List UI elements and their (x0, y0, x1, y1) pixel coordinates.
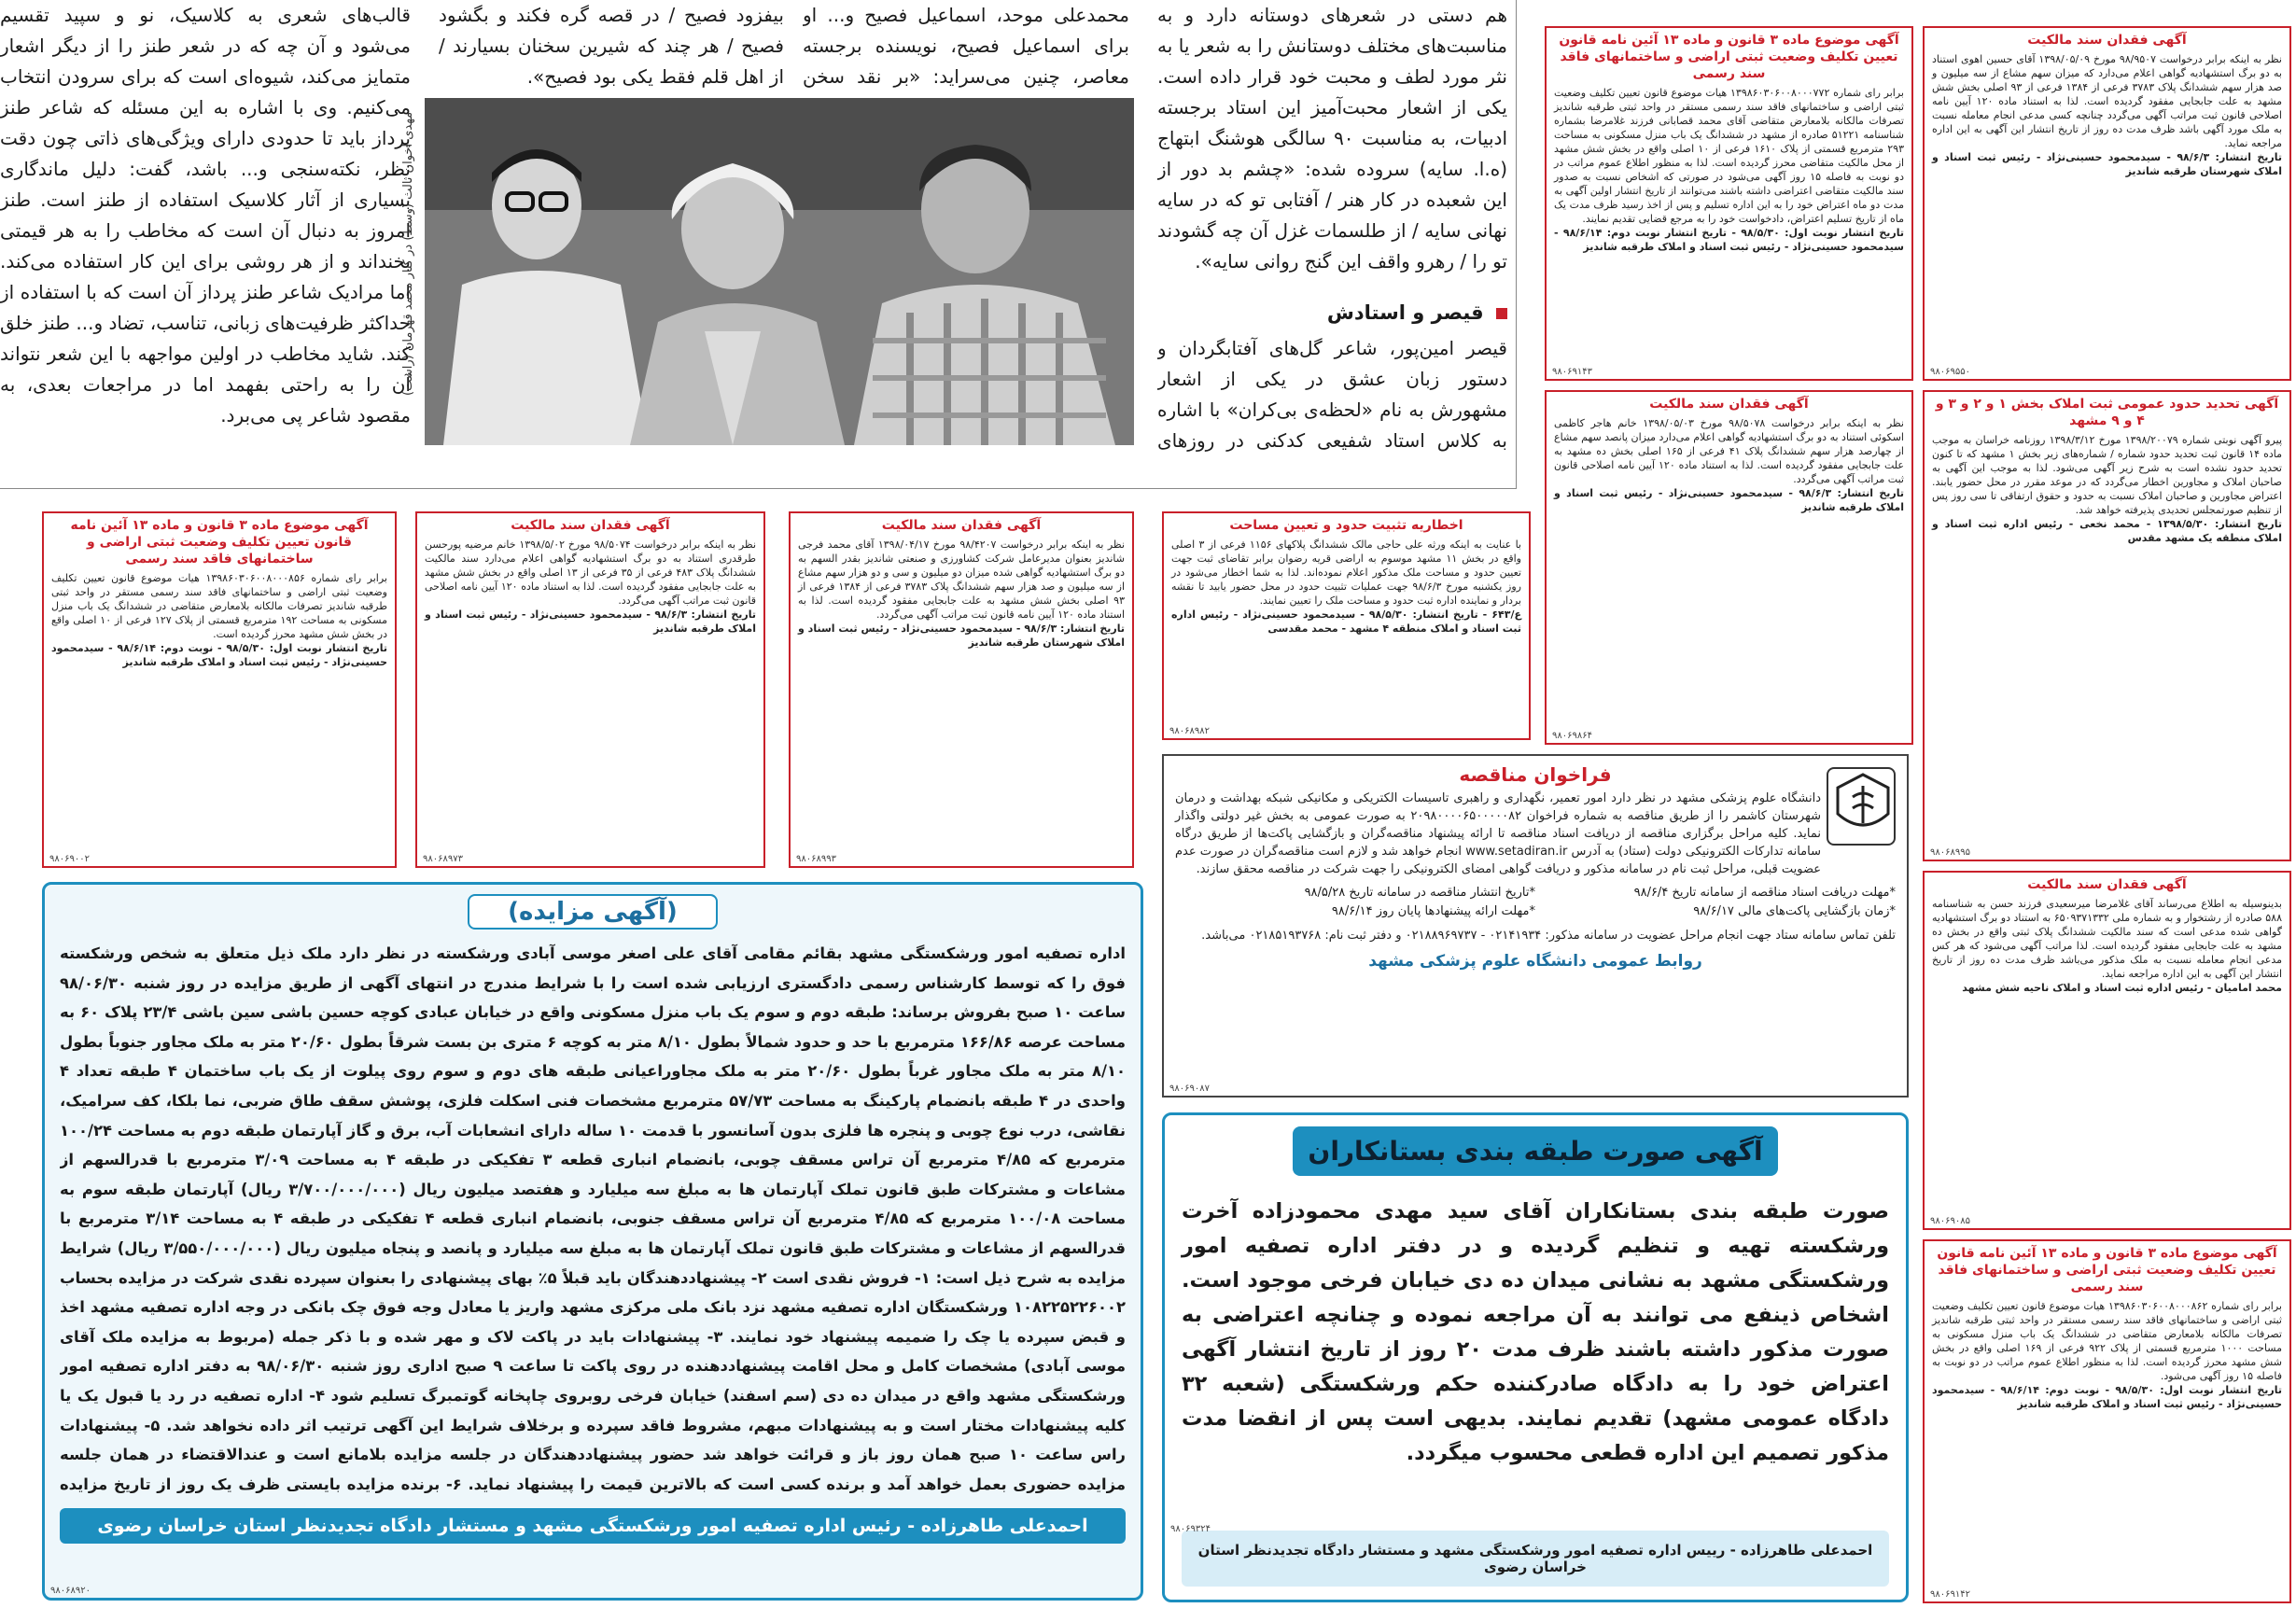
article-column-1: قالب‌های شعری به کلاسیک، نو و سپید تقسیم می‌شود و آن چه که در شعر طنز را از دیگر اشعار متمایز می‌کند، شیوه‌ای است که برای سرودن انتخاب می‌کنیم. وی با اشاره به این مسئله که شاعر طنز پرداز باید تا حدودی دارای ویژگی‌های ذاتی چون دقت نظر، نکته‌سنجی و... باشد، گفت: دلیل ماندگاری بسیاری از آثار کلاسیک استفاده از طنز است. طنز امروز به دنبال آن است که مخاطب را به هر قیمتی بخنداند و از هر روشی برای این کار استفاده می‌کند. اما مرادیک شاعر طنز پرداز آن است که با استفاده از حداکثر ظرفیت‌های زبانی، تناسب، تضاد و... طنز خلق کند. شاید مخاطب در اولین مواجهه با این شعر نتواند آن را به راحتی بفهمد اما در مراجعات بعدی، به مقصود شاعر پی می‌برد. (0, 4, 411, 426)
notice-lost-deed-2 (1545, 390, 1913, 745)
auction-title-banner (468, 894, 718, 930)
notice-title: آگهی تحدید حدود عمومی ثبت املاک بخش ۱ و ۲ و ۳ و ۴ و ۹ مشهد (1935, 397, 2279, 428)
notice-body: برابر رای شماره ۱۳۹۸۶۰۳۰۶۰۰۸۰۰۰۸۵۶ هیات موضوع قانون تعیین تکلیف وضعیت ثبتی اراضی و ساختمانهای فاقد سند رسمی مستقر در واحد ثبتی طرقبه شاندیز تصرفات مالکانه بلامعارض متقاضی در ششدانگ یک باب منزل مسکونی به مساحت ۱۹۲ مترمربع قسمتی از پلاک ۱۲۷ فرعی از ۱۰ اصلی واقع در بخش شش مشهد محرز گردیده است. (51, 572, 387, 640)
auction-notice (42, 882, 1143, 1601)
notice-footer: تاریخ انتشار: ۹۸/۶/۳ - سیدمحمود حسینی‌نژاد - رئیس ثبت اسناد و املاک شهرستان طرقبه شاندیز (798, 622, 1125, 649)
notice-footer: محمد امامیان - رئیس اداره ثبت اسناد و املاک ناحیه شش مشهد (1962, 982, 2282, 994)
notice-code: ۹۸۰۶۸۹۷۳ (423, 854, 463, 864)
creditors-signature: احمدعلی طاهرزاده - رییس اداره تصفیه امور ورشکستگی مشهد و مستشار دادگاه تجدیدنظر استان خراسان رضوی (1182, 1531, 1889, 1587)
notice-body: برابر رای شماره ۱۳۹۸۶۰۳۰۶۰۰۸۰۰۰۷۷۲ هیات موضوع قانون تعیین تکلیف وضعیت ثبتی اراضی و ساختمانهای فاقد سند رسمی مستقر در واحد ثبتی طرقبه شاندیز تصرفات مالکانه بلامعارض متقاضی آقای محمد قصابانی فرزند غلامرضا بشماره شناسنامه ۵۱۲۲۱ صادره از مشهد در ششدانگ یک باب منزل مسکونی به مساحت ۲۹۳ مترمربع قسمتی از پلاک ۱۶۱۰ فرعی از ۱۰ اصلی واقع در بخش شش مشهد از محل مالکیت متقاضی محرز گردیده است. لذا به منظور اطلاع عموم مراتب در دو نوبت به فاصله ۱۵ روز آگهی می‌شود در صورتی که اشخاص نسبت به صدور سند مالکیت متقاضی اعتراضی داشته باشند می‌توانند از تاریخ انتشار اولین آگهی به مدت دو ماه اعتراض خود را به این اداره تسلیم و پس از اخذ رسید ظرف مدت یک ماه از تاریخ تسلیم اعتراض، دادخواست خود را به مرجع قضایی تقدیم نمایند. (1554, 87, 1904, 225)
notice-boundary-1 (1923, 390, 2291, 861)
auction-title: (آگهی مزایده) (508, 898, 678, 926)
auction-code: ۹۸۰۶۸۹۲۰ (50, 1586, 91, 1596)
creditors-title-banner (1293, 1126, 1778, 1176)
notice-title: آگهی فقدان سند مالکیت (511, 518, 670, 533)
tender-title: فراخوان مناقصه (1459, 763, 1612, 786)
tender-contact: تلفن تماس سامانه ستاد جهت انجام مراحل عضویت در سامانه مذکور: ۰۲۱۴۱۹۳۴ - ۰۲۱۸۸۹۶۹۷۳۷ و دفتر ثبت نام: ۰۲۱۸۵۱۹۳۷۶۸ می‌باشد. (1201, 929, 1896, 943)
photo-caption: مهدی اخوان ثالث (وسط) در کنار محمد قهرمان (راست) (401, 112, 415, 397)
notice-footer: تاریخ انتشار نوبت اول: ۹۸/۵/۳۰ - تاریخ انتشار نوبت دوم: ۹۸/۶/۱۴ - سیدمحمود حسینی‌نژاد - رئیس ثبت اسناد و املاک طرقبه شاندیز (1554, 227, 1904, 253)
creditors-code: ۹۸۰۶۹۳۲۴ (1170, 1524, 1211, 1534)
notice-body: با عنایت به اینکه ورثه علی حاجی مالک ششدانگ پلاکهای ۱۱۵۶ فرعی از ۳ اصلی واقع در بخش ۱۱ مشهد موسوم به اراضی قریه رضوان برابر تقاضای ثبت جهت تعیین حدود و مساحت ملک مذکور اعلام نموده‌اند. لذا به شما اخطار می‌شود در روز یکشنبه مورخ ۹۸/۶/۳ جهت عملیات تثبیت حدود در محل حضور یابید تا نقشه بردار و نماینده اداره ثبت حدود و مساحت ملک را تعیین نمایند. (1171, 538, 1521, 607)
tender-item: *مهلت دریافت اسناد مناقصه از سامانه تاریخ ۹۸/۶/۴ (1633, 886, 1896, 900)
notice-lost-deed-1 (1923, 26, 2291, 381)
notice-registration-3 (42, 511, 397, 868)
notice-title: آگهی فقدان سند مالکیت (1649, 397, 1809, 412)
notice-footer: تاریخ انتشار: ۹۸/۶/۳ - سیدمحمود حسینی‌نژاد - رئیس ثبت اسناد و املاک طرقبه شاندیز (425, 608, 756, 635)
notice-registration-2 (1923, 1239, 2291, 1603)
notice-registration-1 (1545, 26, 1913, 381)
notice-code: ۹۸۰۶۸۹۹۳ (796, 854, 836, 864)
creditors-body: صورت طبقه بندی بستانکاران آقای سید مهدی محمودزاده آخرت ورشکسته تهیه و تنظیم گردیده و در دفتر اداره تصفیه امور ورشکستگی مشهد به نشانی میدان ده دی خیابان فرخی موجود است. اشخاص ذینفع می توانند به آن مراجعه نموده و چنانچه اعتراضی به صورت مذکور داشته باشند ظرف مدت ۲۰ روز از تاریخ انتشار آگهی اعتراض خود را به دادگاه صادرکننده حکم ورشکستگی (شعبه ۳۲ دادگاه عمومی مشهد) تقدیم نمایند. بدیهی است پس از انقضا مدت مذکور تصمیم این اداره قطعی محسوب میگردد. (1182, 1199, 1890, 1465)
notice-code: ۹۸۰۶۹۸۶۴ (1552, 731, 1592, 741)
notice-title: آگهی موضوع ماده ۳ قانون و ماده ۱۳ آئین نامه قانون تعیین تکلیف وضعیت ثبتی اراضی و ساختمانهای فاقد سند رسمی (1559, 33, 1899, 81)
article-column-2: بیفزود فصیح / در قصه گره فکند و بگشود فصیح / هر چند که شیرین سخنان بسیارند / از اهل قلم فقط یکی بود فصیح». (439, 4, 784, 88)
notice-lost-deed-4 (789, 511, 1134, 868)
notice-footer: تاریخ انتشار: ۱۳۹۸/۵/۳۰ - محمد نخعی - رئیس اداره ثبت اسناد و املاک منطقه یک مشهد مقدس (1932, 518, 2282, 544)
article-column-3: محمدعلی موحد، اسماعیل فصیح و... او برای اسماعیل فصیح، نویسنده برجسته معاصر، چنین می‌سراید: «بر نقد سخن (803, 4, 1129, 88)
notice-footer: تاریخ انتشار نوبت اول: ۹۸/۵/۳۰ - نوبت دوم: ۹۸/۶/۱۴ - سیدمحمود حسینی‌نژاد - رئیس ثبت اسناد و املاک طرقبه شاندیز (1932, 1384, 2282, 1410)
notice-body: نظر به اینکه برابر درخواست ۹۸/۹۵۰۷ مورخ ۱۳۹۸/۰۵/۰۹ آقای حسین اهوی استناد به دو برگ استشهادیه گواهی اعلام می‌دارد که میزان سهم مشاع از سه میلیون و صد هزار سهم ششدانگ پلاک ۳۷۸۳ فرعی از ۱۳۸۴ فرعی از ۹۳ اصلی بخش شش مشهد به علت جابجایی مفقود گردیده است. لذا به استناد ماده ۱۲۰ آیین نامه اصلاحی قانون ثبت مراتب آگهی می‌گردد چنانچه کسی مدعی انجام معامله نسبت به ملک مورد آگهی باشد ظرف مدت ده روز از تاریخ انتشار این آگهی به این اداره مراجعه نماید. (1932, 53, 2283, 149)
tender-item: *تاریخ انتشار مناقصه در سامانه تاریخ ۹۸/۵/۲۸ (1304, 886, 1535, 900)
auction-signature: احمدعلی طاهرزاده - رئیس اداره تصفیه امور ورشکستگی مشهد و مستشار دادگاه تجدیدنظر استان خراسان رضوی (60, 1508, 1126, 1544)
notice-footer: ع/۶۴۳ - تاریخ انتشار: ۹۸/۵/۳۰ - سیدمحمود حسینی‌نژاد - رئیس اداره ثبت اسناد و املاک منطقه ۴ مشهد - محمد مقدسی (1171, 608, 1521, 635)
tender-notice (1162, 754, 1909, 1098)
notice-code: ۹۸۰۶۹۱۴۲ (1930, 1589, 1970, 1600)
notice-title: آگهی فقدان سند مالکیت (881, 518, 1042, 533)
article-column-4: هم دستی در شعرهای دوستانه دارد و به مناسبت‌های مختلف دوستانش را به شعر یا به نثر مورد لطف و محبت خود قرار داده است. یکی از اشعار محبت‌آمیز این استاد برجسته ادبیات، به مناسبت ۹۰ سالگی هوشنگ ابتهاج (ه.ا. سایه) سروده شده: «چشم بد دور از این شعبده در کار هنر / آفتابی تو که در سایه نهانی سایه / از طلسمات غزل آن چه گشودند تو را / رهرو واقف این گنج روانی سایه». (1157, 4, 1507, 273)
notice-body: بدینوسیله به اطلاع می‌رساند آقای غلامرضا میرسعیدی فرزند حسن به شناسنامه ۵۸۸ صادره از رشتخوار و به شماره ملی ۶۵۰۹۳۷۱۳۳۲ به استناد دو برگ استشهادیه گواهی شده مدعی است که سند مالکیت ششدانگ پلاک ثبتی واقع در بخش ده مشهد به علت جابجایی مفقود گردیده است. لذا مراتب آگهی می‌شود که هر کس مدعی انجام معامله نسبت به ملک مذکور می‌باشد ظرف مدت ده روز از تاریخ انتشار این آگهی به این اداره مراجعه نماید. (1932, 898, 2282, 980)
notice-footer: تاریخ انتشار: ۹۸/۶/۳ - سیدمحمود حسینی‌نژاد - رئیس ثبت اسناد و املاک طرقبه شاندیز (1554, 487, 1904, 513)
notice-body: برابر رای شماره ۱۳۹۸۶۰۳۰۶۰۰۸۰۰۰۸۶۲ هیات موضوع قانون تعیین تکلیف وضعیت ثبتی اراضی و ساختمانهای فاقد سند رسمی مستقر در واحد ثبتی طرقبه شاندیز تصرفات مالکانه بلامعارض متقاضی در ششدانگ یک باب منزل مسکونی به مساحت ۱۰۰۰ مترمربع قسمتی از پلاک ۹۲۲ فرعی از ۱۶۹ اصلی واقع در بخش شش مشهد محرز گردیده است. لذا به منظور اطلاع عموم مراتب در دو نوبت به فاصله ۱۵ روز آگهی می‌شود. (1932, 1300, 2282, 1382)
notice-title: آگهی فقدان سند مالکیت (2027, 877, 2187, 892)
notice-title: آگهی موضوع ماده ۳ قانون و ماده ۱۳ آئین نامه قانون تعیین تکلیف وضعیت ثبتی اراضی و ساختمانهای فاقد سند رسمی (70, 518, 369, 566)
tender-body: دانشگاه علوم پزشکی مشهد در نظر دارد امور تعمیر، نگهداری و راهبری تاسیسات الکتریکی و مکانیکی شبکه بهداشت و درمان شهرستان کاشمر را از طریق مناقصه به شماره فراخوان ۲۰۹۸۰۰۰۰۶۵۰۰۰۰۰۸۲ به صورت عمومی به بخش غیر دولتی واگذار نماید. کلیه مراحل برگزاری مناقصه از دریافت اسناد مناقصه تا ارائه پیشنهاد مناقصه‌گران و بازگشایی پاکت‌ها از طریق درگاه سامانه تدارکات الکترونیکی دولت (ستاد) به آدرس www.setadiran.ir انجام خواهد شد و لازم است مناقصه‌گران در صورت عدم عضویت قبلی، مراحل ثبت نام در سامانه مذکور و دریافت گواهی امضای الکترونیکی را جهت شرکت در مناقصه محقق سازند. (1175, 791, 1821, 876)
creditors-title: آگهی صورت طبقه بندی بستانکاران (1308, 1136, 1763, 1167)
notice-title: اخطاریه تثبیت حدود و تعیین مساحت (1229, 518, 1463, 533)
university-emblem-icon (1827, 767, 1896, 846)
notice-body: نظر به اینکه برابر درخواست ۹۸/۴۲۰۷ مورخ ۱۳۹۸/۰۴/۱۷ آقای محمد فرجی شاندیز بعنوان مدیرعامل شرکت کشاورزی و صنعتی شاندیز بقدر السهم به دو برگ استشهادیه گواهی شده میزان دو میلیون و سی و دو هزار سهم مشاع از سه میلیون و صد هزار سهم ششدانگ پلاک ۳۷۸۳ فرعی از ۱۳۸۴ فرعی از ۹۳ اصلی بخش شش مشهد به علت جابجایی مفقود گردیده است. لذا به استناد ماده ۱۲۰ آیین نامه قانون ثبت مراتب آگهی می‌گردد. (798, 538, 1126, 621)
notice-code: ۹۸۰۶۸۹۸۲ (1169, 726, 1210, 736)
article-column-4-continued: قیصر امین‌پور، شاعر گل‌های آفتابگردان و دستور زبان عشق در یکی از اشعار مشهورش به نام «لحظه‌ی بی‌کران» با اشاره به کلاس استاد شفیعی کدکنی در روزهای (1157, 337, 1507, 452)
tender-signature: روابط عمومی دانشگاه علوم پزشکی مشهد (1368, 952, 1702, 971)
article-border (0, 0, 1517, 489)
auction-body: اداره تصفیه امور ورشکستگی مشهد بقائم مقامی آقای علی اصغر موسی آبادی ورشکسته در نظر دارد ملک ذیل متعلق به شخص ورشکسته فوق را که توسط کارشناس رسمی دادگستری ارزیابی شده است را با شرایط مندرج در انتهای آگهی از طریق مزایده در روز شنبه ۹۸/۰۶/۳۰ ساعت ۱۰ صبح بفروش برساند: طبقه دوم و سوم یک باب منزل مسکونی واقع در خیابان عبادی کوچه حسین باشی سین باشی ۲۳/۴ پلاک ۶۰ به مساحت عرصه ۱۶۶/۸۶ مترمربع با حد و حدود شمالاً بطول ۸/۱۰ متر به کوچه ۶ متری بن بست شرقاً بطول ۲۰/۶۰ متر به ملک مجاور جنوباً بطول ۸/۱۰ متر به ملک مجاور غرباً بطول ۲۰/۶۰ متر به ملک مجاوراعیانی طبقه های دوم و سوم روی پیلوت از یک باب ساختمان ۴ طبقه تعداد ۴ واحدی در ۴ طبقه بانضمام پارکینگ به مساحت ۵۷/۷۳ مترمربع مشخصات فنی اسکلت فلزی، پوشش سقف طاق ضربی، نما بلکا، کف سرامیک، نقاشی، درب نوع چوبی و پنجره ها فلزی بدون آسانسور با قدمت ۱۰ ساله دارای انشعابات آب، برق و گاز آپارتمان طبقه دوم به مساحت ۱۰۰/۲۴ مترمربع که ۴/۸۵ مترمربع آن تراس مسقف چوبی، بانضمام انباری قطعه ۳ تفکیکی در طبقه ۴ به مساحت ۳/۰۹ مترمربع با قدرالسهم از مشاعات و مشترکات طبق قانون تملک آپارتمان ها به مبلغ سه میلیارد و هفتصد میلیون ریال (۳/۷۰۰/۰۰۰/۰۰۰ ریال) آپارتمان طبقه سوم به مساحت ۱۰۰/۰۸ مترمربع که ۴/۸۵ مترمربع آن تراس مسقف جنوبی، بانضمام انباری قطعه ۴ تفکیکی در طبقه ۴ به مساحت ۳/۱۴ مترمربع با قدرالسهم از مشاعات و مشترکات طبق قانون تملک آپارتمان ها به مبلغ سه میلیارد و پانصد و پنجاه میلیون ریال (۳/۵۵۰/۰۰۰/۰۰۰ ریال) شرایط مزایده به شرح ذیل است: ۱- فروش نقدی است ۲- پیشنهاددهندگان باید قبلاً ۵٪ بهای پیشنهادی را بعنوان سپرده نقدی شرکت در مزایده بحساب ۱۰۸۲۲۵۲۲۶۰۰۲ ورشکستگان اداره تصفیه مشهد نزد بانک ملی مرکزی مشهد واریز یا معادل وجه فوق چک بانکی در وجه اداره تصفیه مشهد اخذ و قبض سپرده یا چک را ضمیمه پیشنهاد خود نمایند. ۳- پیشنهادات باید در پاکت لاک و مهر شده و با ذکر جمله (مربوط به مزایده ملک آقای موسی آبادی) مشخصات کامل و محل اقامت پیشنهاددهنده در روی پاکت تا ساعت ۹ صبح اداری روز شنبه ۹۸/۰۶/۳۰ به دفتر اداره تصفیه امور ورشکستگی مشهد واقع در میدان ده دی (سم اسفند) خیابان فرخی روبروی چاپخانه گوتمبرگ تسلیم شود ۴- اداره تصفیه در رد یا قبول یک یا کلیه پیشنهادات مختار است و به پیشنهادات مبهم، مشروط فاقد سپرده و برخلاف شرایط این آگهی ترتیب اثر داده نخواهد شد. ۵- پیشنهادات راس ساعت ۱۰ صبح همان روز باز و قرائت خواهد شد حضور پیشنهاددهندگان در جلسه مزایده بلامانع است و عندالاقتضاء در همان جلسه مزایده حضوری بعمل خواهد آمد و برنده کسی است که بالاترین قیمت را پیشنهاد نماید. ۶- برنده مزایده بایستی ظرف یک روز از تاریخ مزایده (60, 944, 1126, 1493)
notice-lost-deed-5 (415, 511, 765, 868)
notice-body: نظر به اینکه برابر درخواست ۹۸/۵۰۷۴ مورخ ۱۳۹۸/۵/۰۲ خانم مرضیه پورحسن طرقدری استناد به دو برگ استشهادیه گواهی اعلام می‌دارد سند مالکیت ششدانگ پلاک ۴۸۳ فرعی از ۳۵ فرعی از ۱۳ اصلی واقع در بخش شش مشهد به علت جابجایی مفقود گردیده است. لذا به استناد ماده ۱۲۰ آیین نامه اصلاحی قانون ثبت مراتب آگهی می‌گردد. (425, 538, 757, 607)
notice-lost-deed-3 (1923, 871, 2291, 1230)
notice-footer: تاریخ انتشار: ۹۸/۶/۳ - سیدمحمود حسینی‌نژاد - رئیس ثبت اسناد و املاک شهرستان طرقبه شاندیز (1932, 151, 2282, 177)
notice-code: ۹۸۰۶۹۵۵۰ (1930, 367, 1970, 377)
notice-code: ۹۸۰۶۹۰۰۲ (49, 854, 90, 864)
creditors-notice (1162, 1112, 1909, 1602)
notice-body: پیرو آگهی نوبتی شماره ۱۳۹۸/۲۰۰۷۹ مورخ ۱۳۹۸/۳/۱۲ روزنامه خراسان به موجب ماده ۱۴ قانون ثبت تحدید حدود شماره / شماره‌های زیر بخش ۱ مشهد که تا کنون تحدید حدود نشده است به شرح زیر آگهی می‌شود. لذا به موجب این آگهی به صاحبان املاک و مجاورین اخطار می‌گردد که در موعد مقرر در محل حضور یابند. اعتراض مجاورین و صاحبان املاک نسبت به حدود و حقوق ارتفاقی تا سی روز پس از تنظیم صورتمجلس تحدیدی پذیرفته خواهد شد. (1932, 434, 2283, 516)
tender-item: *مهلت ارائه پیشنهادها پایان روز ۹۸/۶/۱۴ (1331, 904, 1535, 918)
notice-body: نظر به اینکه برابر درخواست ۹۸/۵۰۷۸ مورخ ۱۳۹۸/۰۵/۰۳ خانم هاجر کاظمی اسکوئی استناد به دو برگ استشهادیه گواهی اعلام می‌دارد میزان پانصد سهم مشاع از چهارصد هزار سهم ششدانگ پلاک ۴۱ فرعی از ۱۶۵ اصلی بخش ده مشهد به علت جابجایی مفقود گردیده است. لذا به استناد ماده ۱۲۰ آیین نامه اصلاحی قانون ثبت مراتب آگهی می‌گردد. (1554, 417, 1904, 485)
tender-items (1175, 884, 1896, 921)
notice-boundary-warning (1162, 511, 1531, 740)
notice-title: آگهی فقدان سند مالکیت (2027, 33, 2187, 48)
notice-code: ۹۸۰۶۸۹۹۵ (1930, 847, 1970, 858)
tender-code: ۹۸۰۶۹۰۸۷ (1169, 1084, 1210, 1094)
tender-item: *زمان بازگشایی پاکت‌های مالی ۹۸/۶/۱۷ (1693, 904, 1896, 918)
notice-code: ۹۸۰۶۹۱۴۳ (1552, 367, 1592, 377)
subheading-text: قیصر و استادش (1326, 301, 1484, 324)
notice-title: آگهی موضوع ماده ۳ قانون و ماده ۱۳ آئین نامه قانون تعیین تکلیف وضعیت ثبتی اراضی و ساختمانهای فاقد سند رسمی (1937, 1246, 2277, 1294)
notice-code: ۹۸۰۶۹۰۸۵ (1930, 1216, 1970, 1226)
notice-footer: تاریخ انتشار نوبت اول: ۹۸/۵/۳۰ - نوبت دوم: ۹۸/۶/۱۴ - سیدمحمود حسینی‌نژاد - رئیس ثبت اسناد و املاک طرقبه شاندیز (51, 642, 387, 668)
